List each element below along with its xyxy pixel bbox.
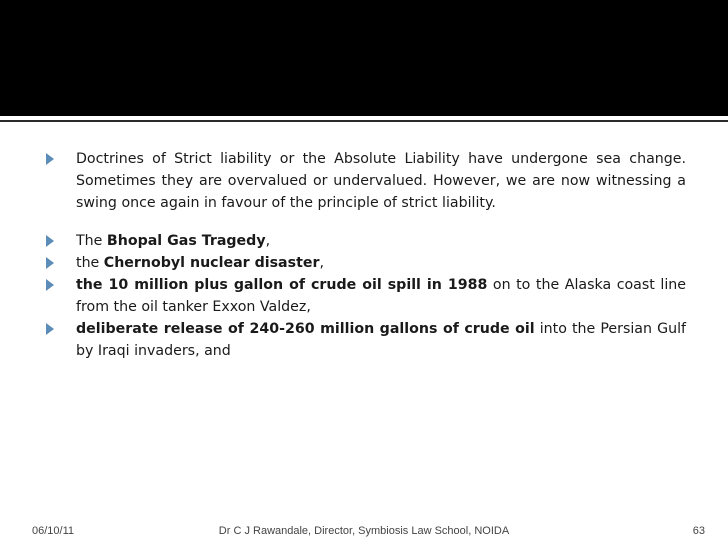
triangle-bullet-icon	[46, 153, 54, 165]
title-band	[0, 0, 728, 116]
bullet-item	[46, 274, 686, 318]
bullet-text-after: on to the Alaska coast line from the oil tanker Exxon Valdez,	[76, 277, 686, 315]
footer-date: 06/10/11	[32, 525, 75, 537]
bullet-bold-text: Bhopal Gas Tragedy	[106, 233, 266, 249]
bullet-bold-text: Chernobyl nuclear disaster	[103, 255, 320, 271]
bullet-text-after: ,	[265, 233, 271, 249]
bullet-bold-text: deliberate release of 240-260 million gallons of crude oil	[76, 321, 535, 337]
bullet-text-after: into the Persian Gulf by Iraqi invaders, and	[76, 321, 686, 359]
bullet-item	[46, 148, 686, 214]
slide-footer	[0, 525, 728, 541]
slide-body	[46, 148, 686, 362]
triangle-bullet-icon	[46, 235, 54, 247]
bullet-text: the	[76, 255, 104, 271]
bullet-text: The	[76, 233, 107, 249]
triangle-bullet-icon	[46, 279, 54, 291]
bullet-item	[46, 252, 686, 274]
bullet-text-after: ,	[319, 255, 324, 271]
triangle-bullet-icon	[46, 257, 54, 269]
bullet-bold-text: the 10 million plus gallon of crude oil spill in 1988	[76, 277, 488, 293]
footer-author: Dr C J Rawandale, Director, Symbiosis Law School, NOIDA	[218, 525, 510, 537]
header-divider	[0, 120, 728, 122]
triangle-bullet-icon	[46, 323, 54, 335]
bullet-item	[46, 230, 686, 252]
bullet-item	[46, 318, 686, 362]
page-number: 63	[692, 525, 705, 537]
bullet-text: Doctrines of Strict liability or the Absolute Liability have undergone sea change. Sometimes they are overvalued or undervalued. However, we are now witnessing a swing once again in favour of the principle of strict liability.	[76, 151, 686, 211]
